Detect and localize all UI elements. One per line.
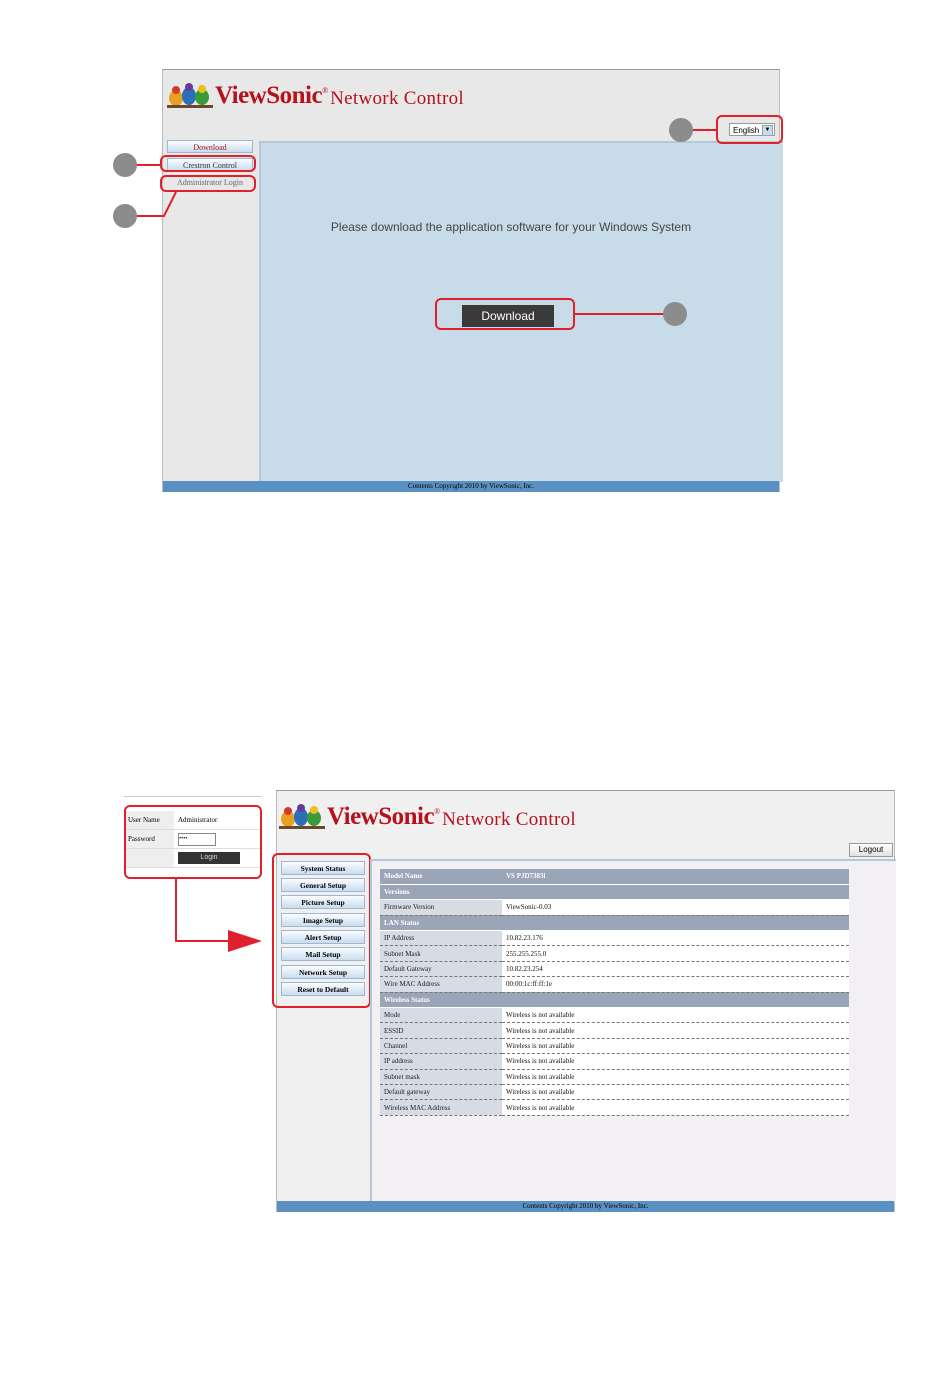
sidebar-item-reset-to-default[interactable]: Reset to Default bbox=[281, 982, 365, 996]
table-row bbox=[380, 1069, 849, 1084]
arrow-line-vertical bbox=[175, 879, 177, 941]
table-cell-value: Wireless is not available bbox=[502, 1069, 849, 1084]
sidebar-item-image-setup[interactable]: Image Setup bbox=[281, 913, 365, 927]
table-cell-label: IP Address bbox=[380, 931, 502, 946]
table-row bbox=[380, 1038, 849, 1053]
sidebar-item-administrator-login[interactable]: Administrator Login bbox=[177, 178, 243, 187]
password-input[interactable]: •••• bbox=[178, 833, 216, 846]
footer-copyright: Contents Copyright 2010 by ViewSonic, Inc. bbox=[163, 481, 779, 492]
table-cell-value: Wireless is not available bbox=[502, 1023, 849, 1038]
download-callout bbox=[435, 298, 575, 330]
table-cell-label: Mode bbox=[380, 1008, 502, 1023]
table-row bbox=[380, 1023, 849, 1038]
username-value: Administrator bbox=[174, 811, 260, 830]
table-cell-label: ESSID bbox=[380, 1023, 502, 1038]
status-table bbox=[380, 869, 849, 1116]
table-cell-label: Channel bbox=[380, 1038, 502, 1053]
crestron-callout-line bbox=[136, 164, 161, 166]
language-callout-line bbox=[692, 129, 717, 131]
table-cell-label: Default gateway bbox=[380, 1084, 502, 1099]
brand-suffix: Network Control bbox=[330, 88, 464, 109]
crestron-callout bbox=[160, 155, 256, 172]
table-section-header bbox=[380, 869, 849, 884]
table-cell-label: Subnet mask bbox=[380, 1069, 502, 1084]
table-row bbox=[380, 946, 849, 961]
sidebar-item-system-status[interactable]: System Status bbox=[281, 861, 365, 875]
admin-login-callout-line bbox=[136, 190, 180, 220]
table-row bbox=[380, 900, 849, 915]
table-cell-label: LAN Status bbox=[380, 915, 502, 930]
login-button[interactable]: Login bbox=[178, 852, 240, 864]
table-cell-label: Subnet Mask bbox=[380, 946, 502, 961]
table-cell-value: VS PJD7383i bbox=[502, 869, 849, 884]
sidebar-item-picture-setup[interactable]: Picture Setup bbox=[281, 895, 365, 909]
table-cell-value: Wireless is not available bbox=[502, 1054, 849, 1069]
username-label: User Name bbox=[124, 811, 174, 830]
download-callout-line bbox=[575, 313, 665, 315]
callout-marker bbox=[663, 302, 687, 326]
sidebar-item-crestron-control[interactable]: Crestron Control bbox=[167, 158, 253, 171]
table-cell-label: Model Name bbox=[380, 869, 502, 884]
table-cell-value bbox=[502, 915, 849, 930]
table-cell-value: Wireless is not available bbox=[502, 1084, 849, 1099]
download-message: Please download the application software for your Windows System bbox=[330, 220, 692, 234]
arrow-line-horizontal bbox=[175, 940, 231, 942]
brand-name: ViewSonic bbox=[215, 82, 323, 109]
callout-marker bbox=[669, 118, 693, 142]
chevron-down-icon[interactable]: ▼ bbox=[762, 125, 773, 136]
table-row bbox=[380, 977, 849, 992]
birds-logo-icon bbox=[279, 801, 327, 831]
password-label: Password bbox=[124, 830, 174, 849]
sidebar-item-alert-setup[interactable]: Alert Setup bbox=[281, 930, 365, 944]
table-cell-label: Versions bbox=[380, 884, 502, 899]
sidebar-item-network-setup[interactable]: Network Setup bbox=[281, 965, 365, 979]
viewsonic-logo bbox=[279, 801, 576, 831]
callout-marker bbox=[113, 204, 137, 228]
table-cell-value: ViewSonic-0.03 bbox=[502, 900, 849, 915]
logout-button[interactable]: Logout bbox=[849, 843, 893, 857]
sidebar-item-download[interactable]: Download bbox=[167, 140, 253, 153]
download-button[interactable]: Download bbox=[462, 305, 554, 327]
table-cell-label: Wireless MAC Address bbox=[380, 1100, 502, 1115]
birds-logo-icon bbox=[167, 80, 215, 110]
table-cell-label: IP address bbox=[380, 1054, 502, 1069]
language-select-value: English bbox=[733, 126, 760, 135]
callout-marker bbox=[113, 153, 137, 177]
table-row bbox=[380, 961, 849, 976]
language-callout bbox=[716, 115, 783, 144]
sidebar-item-general-setup[interactable]: General Setup bbox=[281, 878, 365, 892]
table-cell-value: 255.255.255.0 bbox=[502, 946, 849, 961]
table-section-header bbox=[380, 915, 849, 930]
registered-mark: ® bbox=[322, 86, 329, 95]
table-cell-value: Wireless is not available bbox=[502, 1008, 849, 1023]
table-section-header bbox=[380, 992, 849, 1007]
login-callout bbox=[124, 805, 262, 879]
main-content bbox=[370, 859, 896, 1202]
arrow-head-icon bbox=[228, 930, 264, 952]
table-row bbox=[380, 1054, 849, 1069]
table-cell-label: Default Gateway bbox=[380, 961, 502, 976]
table-cell-value: Wireless is not available bbox=[502, 1100, 849, 1115]
table-row bbox=[380, 1084, 849, 1099]
table-cell-value bbox=[502, 992, 849, 1007]
table-row bbox=[380, 1100, 849, 1115]
sidebar-item-mail-setup[interactable]: Mail Setup bbox=[281, 947, 365, 961]
footer-copyright: Contents Copyright 2010 by ViewSonic, Inc. bbox=[277, 1201, 894, 1212]
brand-name: ViewSonic bbox=[327, 803, 435, 830]
brand-suffix: Network Control bbox=[442, 809, 576, 830]
table-cell-value bbox=[502, 884, 849, 899]
table-cell-value: Wireless is not available bbox=[502, 1038, 849, 1053]
table-cell-label: Wire MAC Address bbox=[380, 977, 502, 992]
table-cell-label: Wireless Status bbox=[380, 992, 502, 1007]
table-row bbox=[380, 1008, 849, 1023]
viewsonic-logo bbox=[167, 80, 464, 110]
registered-mark: ® bbox=[434, 807, 441, 816]
table-row bbox=[380, 931, 849, 946]
menu-callout bbox=[272, 853, 371, 1008]
table-cell-value: 00:00:1c:ff:ff:1e bbox=[502, 977, 849, 992]
table-cell-value: 10.82.23.176 bbox=[502, 931, 849, 946]
system-status-screenshot bbox=[276, 790, 895, 1212]
table-section-header bbox=[380, 884, 849, 899]
table-cell-label: Firmware Version bbox=[380, 900, 502, 915]
table-cell-value: 10.82.23.254 bbox=[502, 961, 849, 976]
